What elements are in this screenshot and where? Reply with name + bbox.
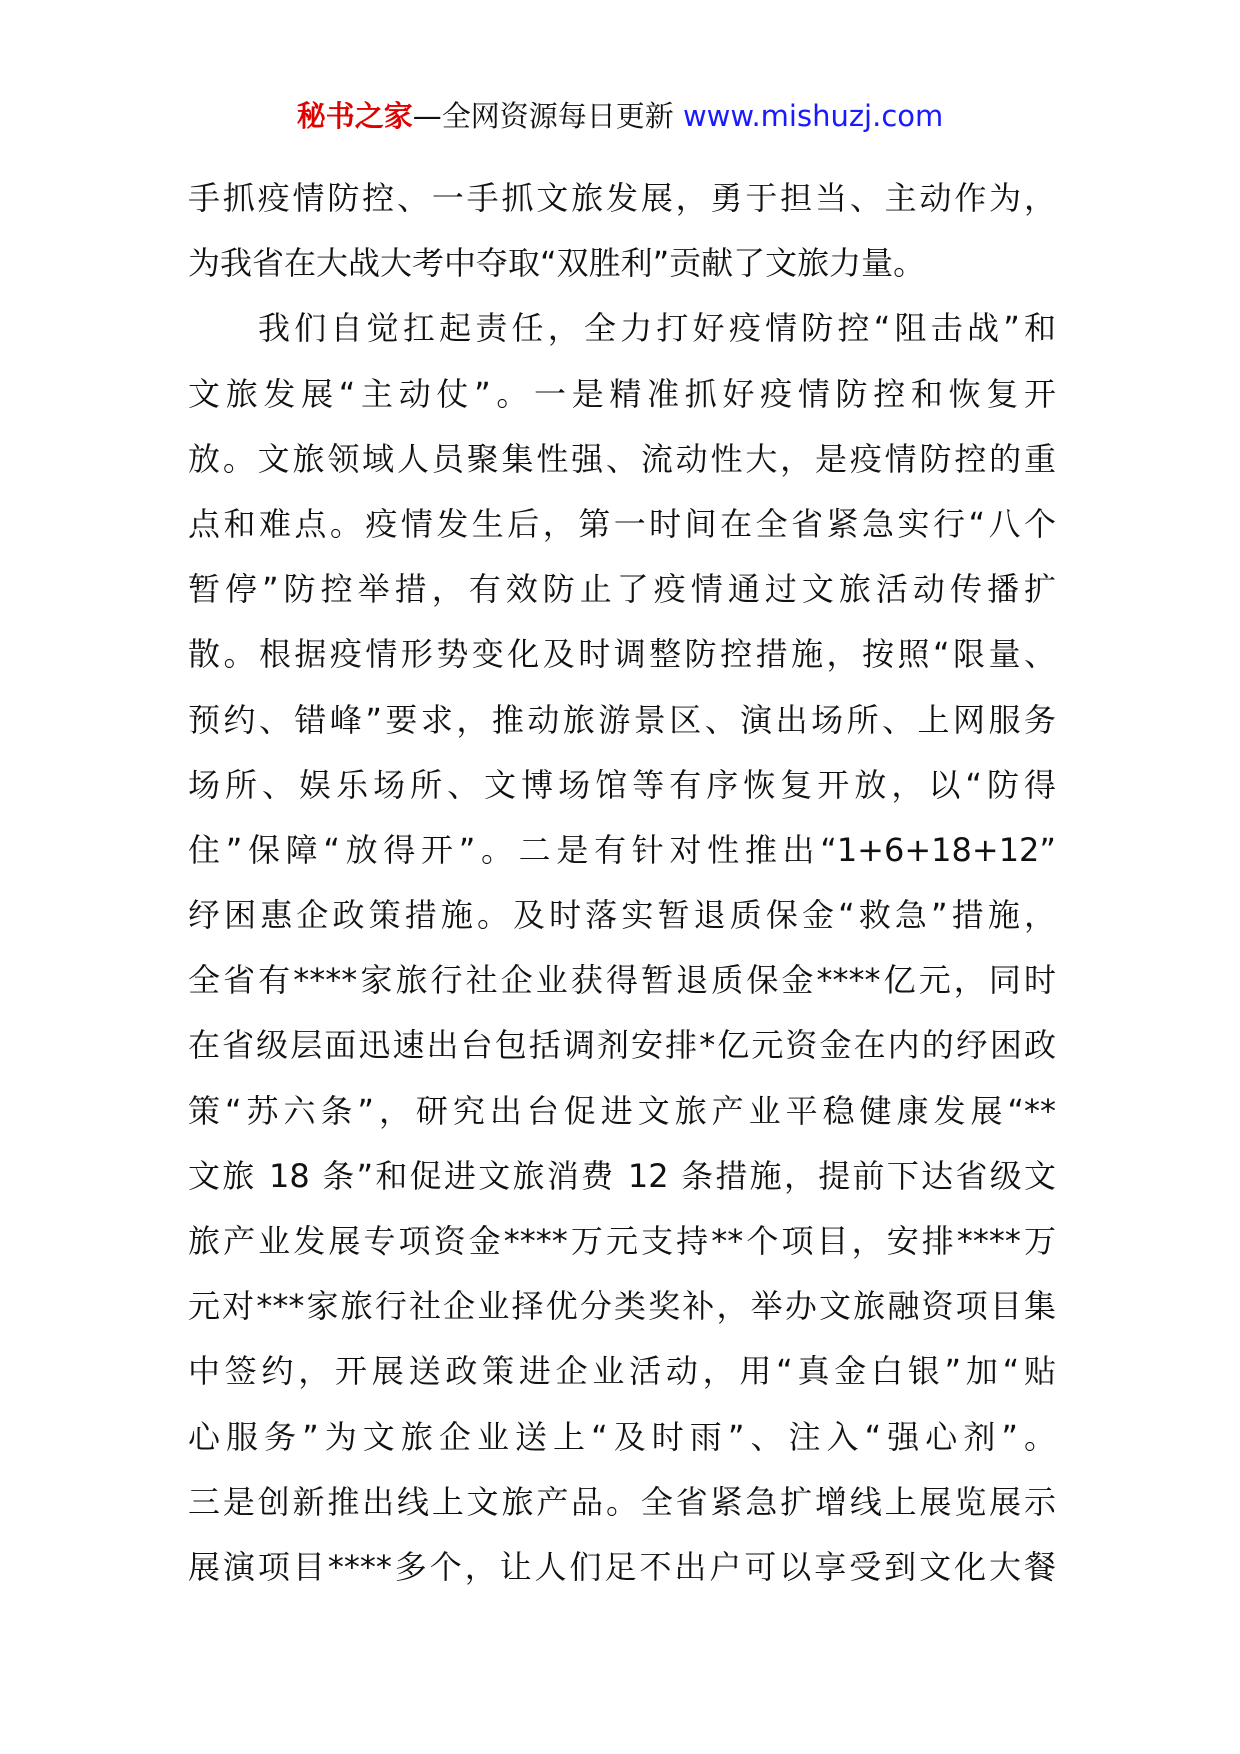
text-line: 手抓疫情防控、一手抓文旅发展，勇于担当、主动作为， [188,179,1056,217]
site-brand: 秘书之家 [296,99,413,133]
text-line: 纾困惠企政策措施。及时落实暂退质保金“救急”措施， [188,896,1056,935]
text-line: 预约、错峰”要求，推动旅游景区、演出场所、上网服务 [188,700,1056,739]
text-line: 心服务”为文旅企业送上“及时雨”、注入“强心剂”。 [188,1417,1056,1456]
site-tagline: —全网资源每日更新 [412,99,683,133]
document-body [188,166,1056,1600]
text-line: 住”保障“放得开”。二是有针对性推出“1+6+18+12” [188,830,1056,869]
text-line: 全省有****家旅行社企业获得暂退质保金****亿元，同时 [188,961,1056,1000]
text-line: 放。文旅领域人员聚集性强、流动性大，是疫情防控的重 [188,439,1056,478]
text-line: 为我省在大战大考中夺取“双胜利”贡献了文旅力量。 [188,244,926,283]
text-line: 场所、娱乐场所、文博场馆等有序恢复开放，以“防得 [188,765,1056,804]
text-line: 中签约，开展送政策进企业活动，用“真金白银”加“贴 [188,1352,1056,1391]
text-line: 元对***家旅行社企业择优分类奖补，举办文旅融资项目集 [188,1287,1056,1326]
text-line: 在省级层面迅速出台包括调剂安排*亿元资金在内的纾困政 [188,1026,1056,1065]
text-line: 文旅发展“主动仗”。一是精准抓好疫情防控和恢复开 [188,374,1056,413]
text-line: 三是创新推出线上文旅产品。全省紧急扩增线上展览展示 [188,1482,1056,1521]
paragraph-first-line: 我们自觉扛起责任，全力打好疫情防控“阻击战”和 [258,309,1056,348]
text-line: 旅产业发展专项资金****万元支持**个项目，安排****万 [188,1222,1056,1260]
text-line: 散。根据疫情形势变化及时调整防控措施，按照“限量、 [188,635,1056,674]
text-line: 策“苏六条”，研究出台促进文旅产业平稳健康发展“** [188,1091,1056,1130]
site-url-link[interactable]: www.mishuzj.com [682,99,944,133]
text-line: 点和难点。疫情发生后，第一时间在全省紧急实行“八个 [188,504,1056,543]
text-line: 暂停”防控举措，有效防止了疫情通过文旅活动传播扩 [188,570,1056,609]
text-line: 展演项目****多个，让人们足不出户可以享受到文化大餐 [188,1547,1056,1586]
text-line: 文旅 18 条”和促进文旅消费 12 条措施，提前下达省级文 [188,1156,1056,1195]
site-header [0,96,1240,136]
